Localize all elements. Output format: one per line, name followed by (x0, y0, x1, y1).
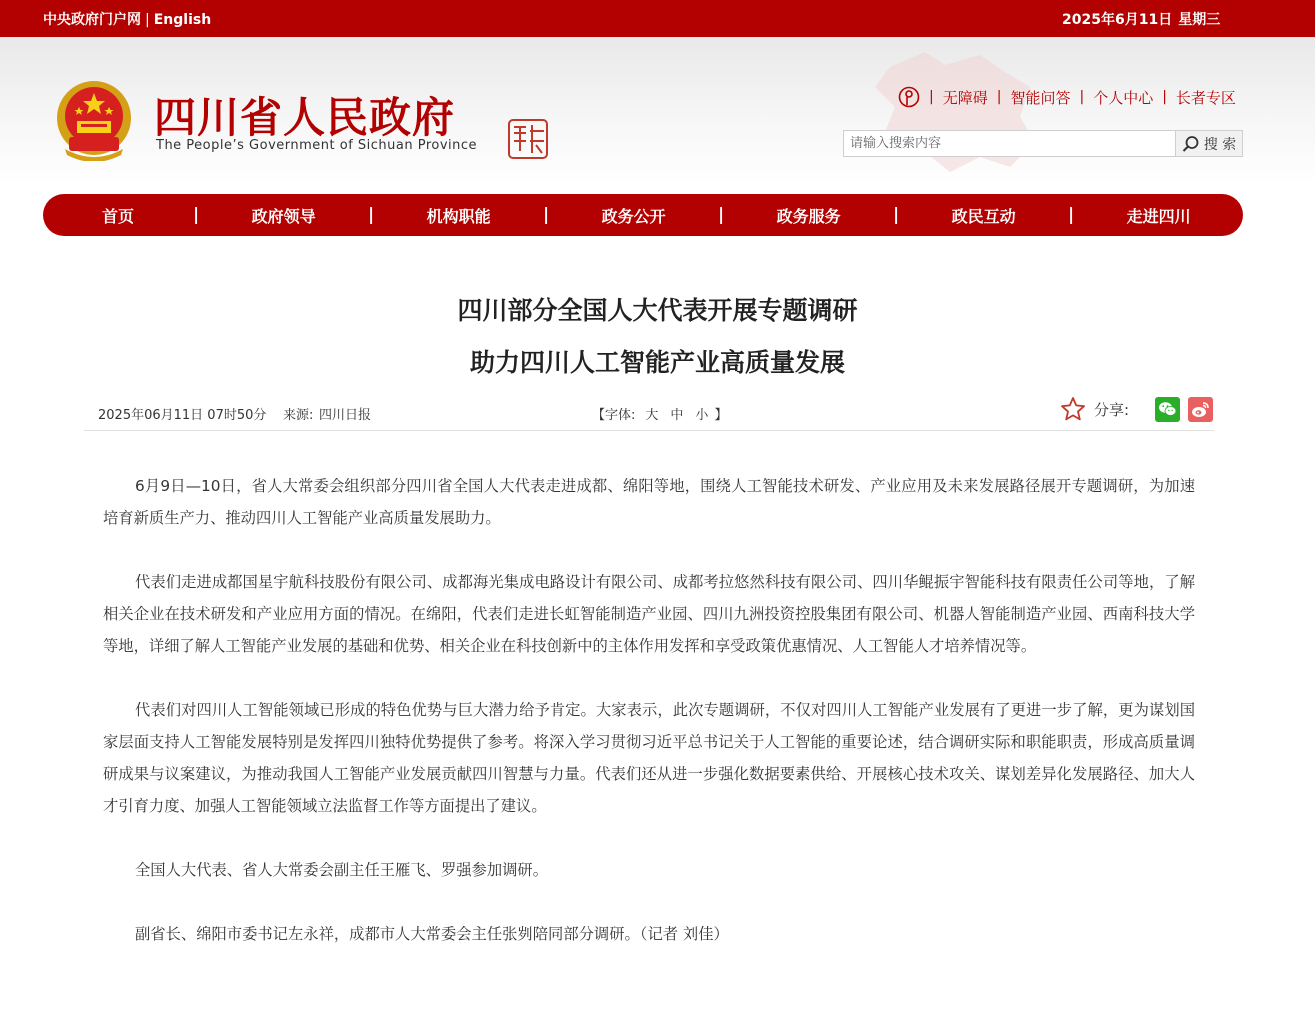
search-button[interactable] (1175, 130, 1243, 157)
weekday-text: 星期三 (1178, 12, 1221, 28)
article-body (103, 470, 1195, 982)
nav-interaction[interactable]: 政民互动 (951, 206, 1016, 226)
utility-links (898, 85, 1236, 109)
nav-government-services[interactable]: 政务服务 (776, 206, 841, 226)
article-title-line-1: 四川部分全国人大代表开展专题调研 (457, 296, 858, 325)
font-size-control (592, 404, 731, 423)
utility-separator: | (1162, 89, 1167, 105)
current-date (1062, 9, 1220, 29)
search-icon (1182, 135, 1200, 153)
date-text: 2025年6月11日 (1062, 12, 1173, 28)
article-paragraph: 6月9日—10日，省人大常委会组织部分四川省全国人大代表走进成都、绵阳等地，围绕人工智能技术研发、产业应用及未来发展路径展开专题调研，为加速培育新质生产力、推动四川人工智能产业高质量发展助力。 (103, 477, 1195, 527)
font-large-button[interactable]: 大 (645, 408, 659, 423)
font-small-button[interactable]: 小 (695, 408, 709, 423)
share-label: 分享: (1094, 400, 1130, 419)
font-control-label: 【字体: (592, 408, 636, 423)
site-subtitle: The People’s Government of Sichuan Province (156, 138, 478, 153)
nav-divider: | (543, 205, 550, 225)
search-input[interactable] (843, 130, 1175, 157)
accessibility-icon[interactable] (898, 86, 920, 108)
article-title-line-2: 助力四川人工智能产业高质量发展 (469, 348, 845, 377)
personal-center-link[interactable]: 个人中心 (1093, 88, 1154, 107)
accessibility-link[interactable]: 无障碍 (942, 88, 988, 107)
publish-date: 2025年06月11日 07时50分 (98, 408, 267, 423)
central-portal-link[interactable]: 中央政府门户网 (43, 12, 141, 28)
search-button-label: 搜 索 (1203, 136, 1237, 153)
article-paragraph: 代表们对四川人工智能领域已形成的特色优势与巨大潜力给予肯定。大家表示，此次专题调研，不仅对四川人工智能产业发展有了更进一步了解，更为谋划国家层面支持人工智能发展特别是发挥四川独特优势提供了参考。将深入学习贯彻习近平总书记关于人工智能的重要论述，结合调研实际和职能职责，形成高质量调研成果与议案建议，为推动我国人工智能产业发展贡献四川智慧与力量。代表们还从进一步强化数据要素供给、开展核心技术攻关、谋划差异化发展路径、加大人才引育力度、加强人工智能领域立法监督工作等方面提出了建议。 (103, 701, 1195, 815)
site-header (0, 37, 1315, 185)
national-emblem-icon[interactable] (55, 79, 133, 161)
share-wechat-button[interactable] (1155, 397, 1180, 422)
site-title[interactable]: 四川省人民政府 (154, 93, 456, 142)
top-separator: | (145, 12, 150, 28)
top-bar (0, 0, 1315, 37)
nav-about-sichuan[interactable]: 走进四川 (1126, 206, 1191, 226)
main-nav (43, 194, 1243, 236)
font-medium-button[interactable]: 中 (670, 408, 684, 423)
share-bar (1060, 396, 1213, 422)
article-paragraph: 代表们走进成都国星宇航科技股份有限公司、成都海光集成电路设计有限公司、成都考拉悠然科技有限公司、四川华鲲振宇智能科技有限责任公司等地，了解相关企业在技术研发和产业应用方面的情况。在绵阳，代表们走进长虹智能制造产业园、四川九洲投资控股集团有限公司、机器人智能制造产业园、西南科技大学等地，详细了解人工智能产业发展的基础和优势、相关企业在科技创新中的主体作用发挥和享受政策优惠情况、人工智能人才培养情况等。 (103, 573, 1195, 655)
top-links (43, 9, 211, 29)
nav-divider: | (893, 205, 900, 225)
favorite-star-icon[interactable] (1060, 396, 1086, 422)
utility-separator: | (1079, 89, 1085, 105)
nav-government-leaders[interactable]: 政府领导 (251, 206, 316, 226)
nav-public-affairs[interactable]: 政务公开 (601, 206, 666, 226)
weibo-icon (1191, 401, 1210, 418)
font-control-close: 】 (714, 408, 728, 423)
nav-home[interactable]: 首页 (101, 206, 134, 226)
seal-icon (508, 119, 548, 159)
nav-divider: | (368, 205, 375, 225)
nav-divider: | (718, 205, 725, 225)
nav-institutions[interactable]: 机构职能 (426, 206, 491, 226)
smart-qa-link[interactable]: 智能问答 (1010, 88, 1071, 107)
sichuan-map-decoration (870, 47, 1040, 177)
article-paragraph: 全国人大代表、省人大常委会副主任王雁飞、罗强参加调研。 (135, 861, 549, 879)
source-name: 四川日报 (319, 408, 372, 423)
utility-separator: | (929, 89, 934, 105)
search-bar (843, 130, 1243, 157)
wechat-icon (1158, 401, 1177, 417)
article-meta (84, 392, 1214, 431)
english-link[interactable]: English (153, 12, 212, 28)
source-label: 来源: (283, 408, 314, 423)
nav-divider: | (193, 205, 200, 225)
utility-separator: | (996, 89, 1002, 105)
elderly-zone-link[interactable]: 长者专区 (1175, 88, 1236, 107)
nav-divider: | (1068, 205, 1075, 225)
share-weibo-button[interactable] (1188, 397, 1213, 422)
article-paragraph: 副省长、绵阳市委书记左永祥，成都市人大常委会主任张刿陪同部分调研。（记者 刘佳） (135, 925, 729, 943)
